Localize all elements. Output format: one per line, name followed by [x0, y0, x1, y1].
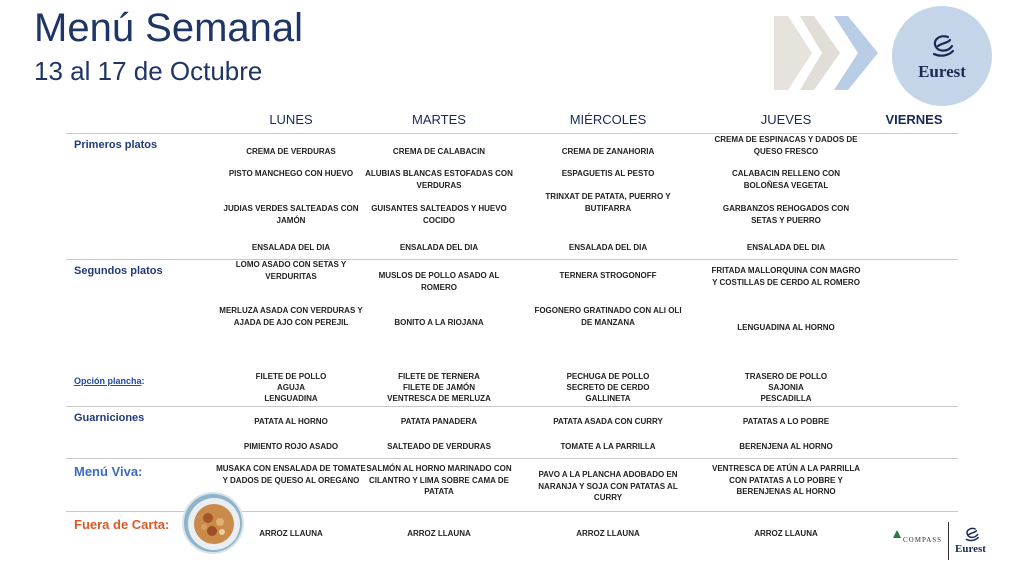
footer-separator	[948, 522, 949, 560]
page-title: Menú Semanal	[34, 6, 304, 50]
compass-logo-text: COMPASS	[903, 536, 943, 544]
category-menu-viva: Menú Viva:	[74, 464, 143, 479]
menu-item: LOMO ASADO CON SETAS Y VERDURITAS	[235, 260, 347, 281]
menu-item: FILETE DE JAMÓN	[402, 383, 475, 392]
chevron-3-icon	[834, 16, 878, 90]
rice-dish-icon	[184, 494, 244, 554]
day-header-jueves: JUEVES	[760, 112, 812, 127]
menu-item: CREMA DE ESPINACAS Y DADOS DE QUESO FRESCO	[714, 135, 858, 156]
menu-item: GALLINETA	[585, 394, 631, 403]
category-opcion-plancha	[74, 376, 145, 386]
menu-item: ARROZ LLAUNA	[754, 529, 818, 538]
eurest-logo-text: Eurest	[918, 62, 966, 81]
menu-item: ESPAGUETIS AL PESTO	[561, 169, 655, 178]
menu-item: PESCADILLA	[760, 394, 812, 403]
compass-logo-icon	[891, 528, 903, 540]
menu-item: CALABACIN RELLENO CON BOLOÑESA VEGETAL	[732, 169, 840, 190]
menu-item: ENSALADA DEL DIA	[568, 243, 648, 252]
category-fuera-de-carta: Fuera de Carta:	[74, 517, 170, 532]
menu-item: TERNERA STROGONOFF	[559, 271, 657, 280]
menu-item: VENTRESCA DE MERLUZA	[387, 394, 491, 403]
menu-item: FILETE DE TERNERA	[398, 372, 480, 381]
menu-item: JUDIAS VERDES SALTEADAS CON JAMÓN	[223, 204, 359, 225]
chevron-1-icon	[774, 16, 812, 90]
menu-item: FILETE DE POLLO	[255, 372, 327, 381]
day-header-lunes: LUNES	[269, 112, 313, 127]
category-segundos-platos: Segundos platos	[74, 265, 163, 277]
menu-item: PECHUGA DE POLLO	[566, 372, 650, 381]
divider-line	[66, 458, 958, 459]
menu-item: MUSLOS DE POLLO ASADO AL ROMERO	[378, 271, 500, 292]
menu-item: ARROZ LLAUNA	[259, 529, 323, 538]
menu-item: LENGUADINA AL HORNO	[737, 323, 835, 332]
menu-item: ENSALADA DEL DIA	[746, 243, 826, 252]
eurest-footer-logo-text: Eurest	[955, 543, 986, 555]
menu-item: FOGONERO GRATINADO CON ALI OLI DE MANZANA	[534, 306, 682, 327]
menu-item: GUISANTES SALTEADOS Y HUEVO COCIDO	[371, 204, 507, 225]
menu-item: TOMATE A LA PARRILLA	[560, 442, 656, 451]
menu-item: LENGUADINA	[264, 394, 318, 403]
eurest-logo	[892, 6, 992, 106]
menu-item: FRITADA MALLORQUINA CON MAGRO Y COSTILLAS DE CERDO AL ROMERO	[711, 266, 861, 287]
category-primeros-platos: Primeros platos	[74, 139, 158, 151]
category-guarniciones: Guarniciones	[74, 412, 145, 424]
menu-item: MUSAKA CON ENSALADA DE TOMATE Y DADOS DE QUESO AL OREGANO	[216, 464, 366, 485]
menu-item: ENSALADA DEL DIA	[399, 243, 479, 252]
day-header-viernes: VIERNES	[885, 112, 943, 127]
menu-item: PISTO MANCHEGO CON HUEVO	[228, 169, 354, 178]
menu-item: SAJONIA	[768, 383, 804, 392]
menu-item: BERENJENA AL HORNO	[739, 442, 833, 451]
menu-item: TRASERO DE POLLO	[744, 372, 828, 381]
menu-item: PATATA AL HORNO	[254, 417, 328, 426]
eurest-small-swirl-icon	[964, 527, 980, 542]
menu-item: AGUJA	[276, 383, 305, 392]
menu-item: CREMA DE ZANAHORIA	[561, 147, 655, 156]
divider-line	[66, 406, 958, 407]
menu-item: VENTRESCA DE ATÚN A LA PARRILLA CON PATATAS A LO POBRE Y BERENJENAS AL HORNO	[712, 464, 860, 496]
menu-item: SECRETO DE CERDO	[566, 383, 650, 392]
day-header-miercoles: MIÉRCOLES	[569, 112, 647, 127]
menu-item: ALUBIAS BLANCAS ESTOFADAS CON VERDURAS	[365, 169, 513, 190]
page-subtitle: 13 al 17 de Octubre	[34, 56, 263, 86]
menu-item: SALTEADO DE VERDURAS	[387, 442, 491, 451]
menu-item: CREMA DE CALABACIN	[392, 147, 486, 156]
menu-item: GARBANZOS REHOGADOS CON SETAS Y PUERRO	[722, 204, 850, 225]
chevron-arrows-icon	[774, 16, 886, 90]
menu-item: PIMIENTO ROJO ASADO	[243, 442, 339, 451]
opcion-plancha-label: Opción plancha	[74, 376, 142, 386]
eurest-swirl-icon	[930, 34, 956, 58]
menu-item: ARROZ LLAUNA	[576, 529, 640, 538]
day-header-martes: MARTES	[412, 112, 466, 127]
menu-item: SALMÓN AL HORNO MARINADO CON CILANTRO Y LIMA SOBRE CAMA DE PATATA	[366, 464, 512, 496]
menu-item: ENSALADA DEL DIA	[251, 243, 331, 252]
opcion-plancha-colon: :	[141, 376, 145, 386]
menu-item: MERLUZA ASADA CON VERDURAS Y AJADA DE AJO CON PEREJIL	[219, 306, 363, 327]
menu-item: ARROZ LLAUNA	[407, 529, 471, 538]
menu-item: BONITO A LA RIOJANA	[394, 318, 484, 327]
menu-item: TRINXAT DE PATATA, PUERRO Y BUTIFARRA	[545, 192, 671, 213]
divider-line	[66, 259, 958, 260]
menu-item: PATATA ASADA CON CURRY	[553, 417, 663, 426]
menu-item: PAVO A LA PLANCHA ADOBADO EN NARANJA Y SOJA CON PATATAS AL CURRY	[538, 470, 678, 502]
menu-item: PATATAS A LO POBRE	[742, 417, 830, 426]
menu-item: PATATA PANADERA	[400, 417, 478, 426]
rice-dish-photo	[182, 492, 244, 554]
menu-item: CREMA DE VERDURAS	[246, 147, 336, 156]
